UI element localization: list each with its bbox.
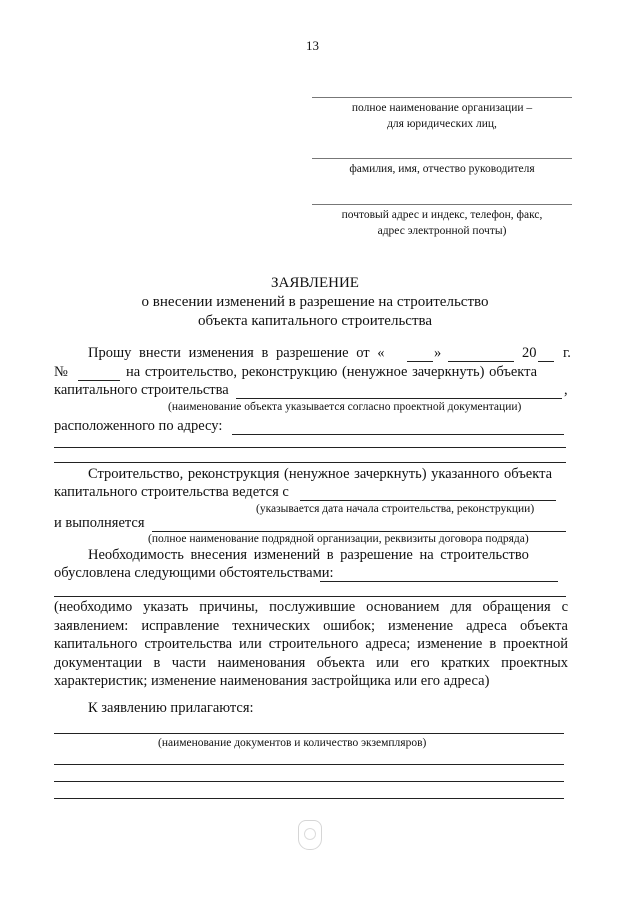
contractor-hint: (полное наименование подрядной организации, реквизиты договора подряда) [148,533,529,545]
org-caption-1: полное наименование организации – [351,102,533,114]
date-day-blank [407,361,433,362]
circumstances-blank [320,581,558,582]
location-label: расположенного по адресу: [54,418,223,434]
necessity-line-1: Необходимость внесения изменений в разрешение на строительство [88,547,529,563]
permit-number-label: № [54,364,68,380]
request-year: 20 [522,345,537,361]
contractor-blank [152,531,566,532]
location-blank [232,434,564,435]
attachments-line-2 [54,764,564,765]
construction-line-2: капитального строительства ведется с [54,484,289,500]
contacts-caption-2: адрес электронной почты) [377,225,507,237]
start-date-hint: (указывается дата начала строительства, реконструкции) [256,503,535,515]
request-quote-close: » [434,345,442,361]
document-subtitle-1: о внесении изменений в разрешение на строительство [141,294,489,310]
attachments-label: К заявлению прилагаются: [88,700,254,716]
request-line-1-start: Прошу внести изменения в разрешение от « [88,345,385,361]
construction-line-1: Строительство, реконструкция (ненужное зачеркнуть) указанного объекта [88,466,553,482]
head-caption: фамилия, имя, отчество руководителя [349,163,535,175]
location-line-3 [54,462,566,463]
contacts-line [312,204,572,205]
permit-number-blank [78,380,120,381]
attachments-line-3 [54,781,564,782]
document-heading: ЗАЯВЛЕНИЕ [271,275,359,291]
attachments-hint: (наименование документов и количество экземпляров) [158,737,427,749]
necessity-note: (необходимо указать причины, послужившие основанием для обращения с заявлением: исправление технических ошибок; изменение адреса объекта капитального строительства или строительного адреса; изменение в проектной документации в части наименования объекта или его кратких проектных характеристик; изменение наименования застройщика или его адреса) [54,599,568,689]
request-line-2: на строительство, реконструкцию (ненужное зачеркнуть) объекта [126,364,538,380]
document-subtitle-2: объекта капитального строительства [197,313,433,329]
faint-emblem-watermark [298,820,322,850]
attachments-line-4 [54,798,564,799]
object-hint: (наименование объекта указывается согласно проектной документации) [168,401,522,413]
circumstances-line-2 [54,596,566,597]
necessity-line-2: обусловлена следующими обстоятельствами: [54,565,334,581]
request-line-3-comma: , [564,382,568,398]
org-name-line [312,97,572,98]
date-year-blank [538,361,554,362]
contacts-caption-1: почтовый адрес и индекс, телефон, факс, [341,209,543,221]
start-date-blank [300,500,556,501]
date-month-blank [448,361,514,362]
object-name-blank [236,398,562,399]
performed-label: и выполняется [54,515,145,531]
org-caption-2: для юридических лиц, [387,118,497,130]
location-line-2 [54,447,566,448]
request-line-3: капитального строительства [54,382,229,398]
page-number: 13 [306,38,319,53]
attachments-line-1 [54,733,564,734]
request-year-suffix: г. [563,345,571,361]
head-name-line [312,158,572,159]
